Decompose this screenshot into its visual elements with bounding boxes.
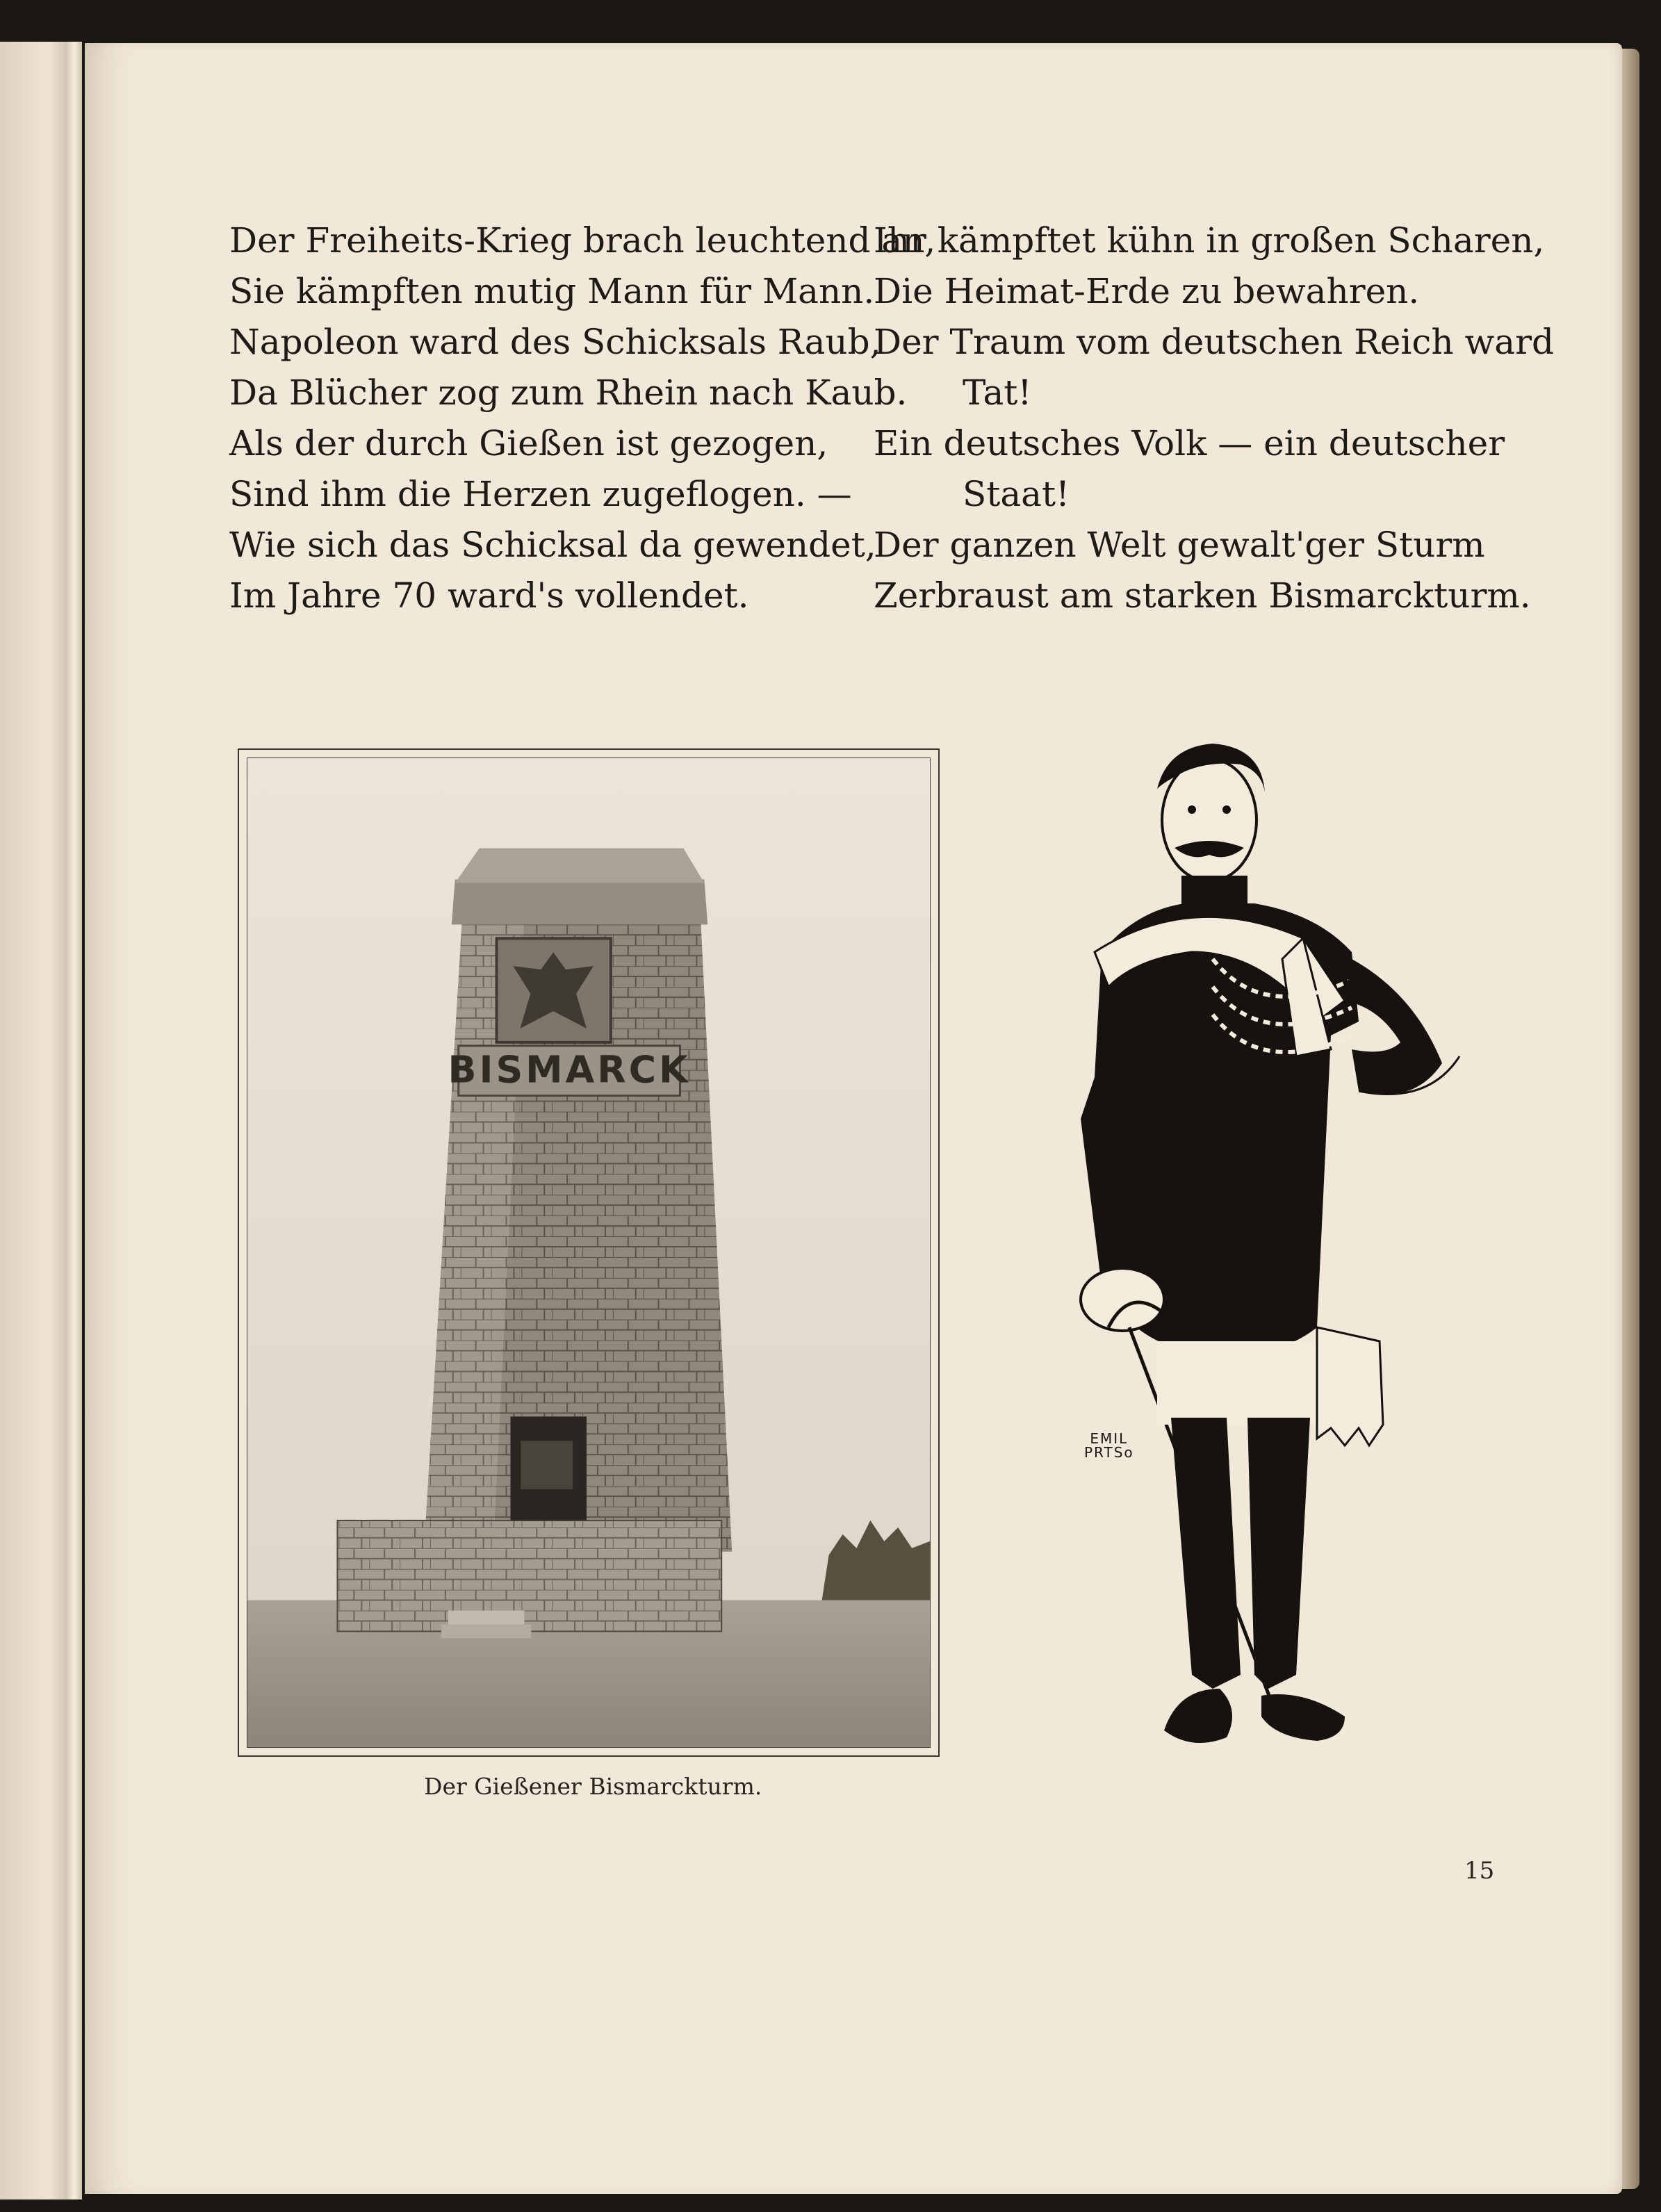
verse-right-column: [874, 215, 1554, 621]
verse-line-continuation: Tat!: [963, 372, 1032, 413]
verse-line: Der ganzen Welt gewalt'ger Sturm: [874, 525, 1485, 565]
verse-line: Ihr kämpftet kühn in großen Scharen,: [874, 220, 1545, 261]
verse-line: Napoleon ward des Schicksals Raub,: [229, 322, 881, 362]
verse-line: Die Heimat-Erde zu bewahren.: [874, 271, 1420, 311]
tower-photo-frame: [238, 748, 940, 1757]
verse-line: Der Freiheits-Krieg brach leuchtend an,: [229, 220, 936, 261]
verse-line-continuation: Staat!: [963, 474, 1070, 514]
tower-inscription: BISMARCK: [448, 1047, 691, 1092]
artist-signature: EMIL PRTSo: [1084, 1430, 1134, 1461]
verse-left-column: [229, 215, 935, 621]
verse-line: Der Traum vom deutschen Reich ward: [874, 322, 1554, 362]
verse-line: Da Blücher zog zum Rhein nach Kaub.: [229, 372, 908, 413]
verse-line: Ein deutsches Volk — ein deutscher: [874, 423, 1505, 464]
verse-line: Zerbraust am starken Bismarckturm.: [874, 575, 1531, 616]
photo-caption: Der Gießener Bismarckturm.: [424, 1773, 762, 1800]
verse-line: Im Jahre 70 ward's vollendet.: [229, 575, 749, 616]
page-number: 15: [1464, 1857, 1495, 1885]
verse-line: Sie kämpften mutig Mann für Mann.: [229, 271, 875, 311]
verse-line: Sind ihm die Herzen zugeflogen. —: [229, 474, 852, 514]
officer-caricature-illustration: [1053, 730, 1525, 1786]
verse-line: Wie sich das Schicksal da gewendet,: [229, 525, 876, 565]
verse-line: Als der durch Gießen ist gezogen,: [229, 423, 828, 464]
bismarck-tower-photo: [247, 757, 931, 1748]
previous-page-edge: [0, 42, 82, 2199]
